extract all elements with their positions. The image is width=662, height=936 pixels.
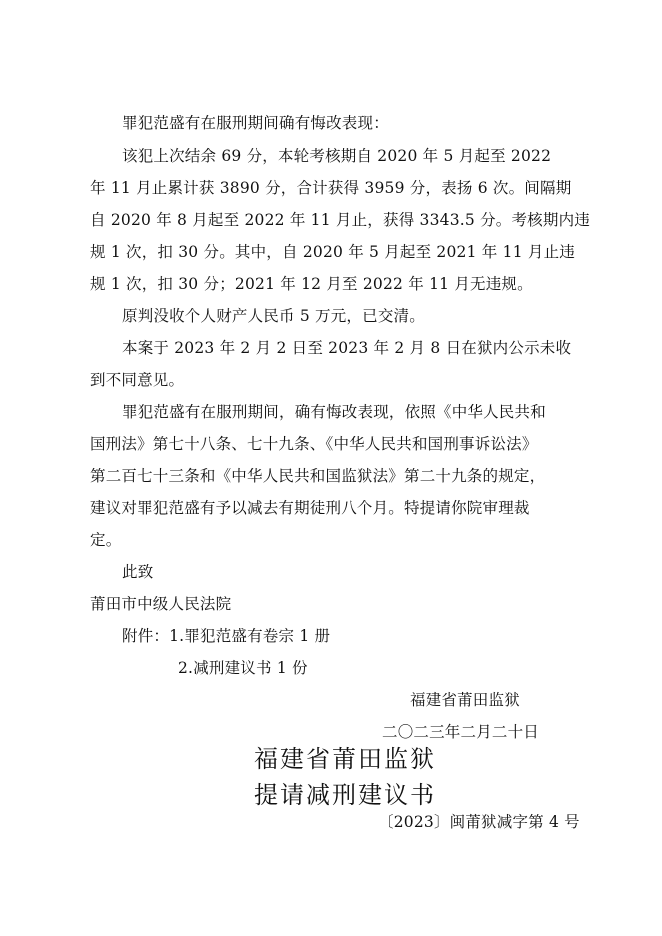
recipient: 莆田市中级人民法院 — [90, 595, 232, 613]
issue-date: 二〇二三年二月二十日 — [382, 723, 540, 741]
attachment-item: 附件：1.罪犯范盛有卷宗 1 册 — [122, 627, 331, 645]
next-doc-title-line1: 福建省莆田监狱 — [254, 745, 436, 773]
salutation: 此致 — [122, 563, 154, 581]
body-line: 第二百七十三条和《中华人民共和国监狱法》第二十九条的规定， — [90, 467, 546, 485]
body-line: 建议对罪犯范盛有予以减去有期徒刑八个月。特提请你院审理裁 — [90, 499, 530, 517]
body-line: 原判没收个人财产人民币 5 万元，已交清。 — [122, 307, 425, 325]
next-doc-title-line2: 提请减刑建议书 — [254, 781, 436, 809]
body-line: 规 1 次，扣 30 分。其中，自 2020 年 5 月起至 2021 年 11 月止违 — [90, 243, 575, 261]
body-line: 到不同意见。 — [90, 371, 185, 389]
attachment-item: 2.减刑建议书 1 份 — [178, 659, 308, 677]
issuer-name: 福建省莆田监狱 — [410, 691, 520, 709]
body-line: 规 1 次，扣 30 分；2021 年 12 月至 2022 年 11 月无违规。 — [90, 275, 533, 293]
body-line: 罪犯范盛有在服刑期间，确有悔改表现，依照《中华人民共和 — [122, 403, 546, 421]
body-line: 年 11 月止累计获 3890 分，合计获得 3959 分，表扬 6 次。间隔期 — [90, 179, 572, 197]
body-line: 国刑法》第七十八条、七十九条、《中华人民共和国刑事诉讼法》 — [90, 435, 538, 453]
body-line: 罪犯范盛有在服刑期间确有悔改表现： — [122, 114, 389, 132]
body-line: 该犯上次结余 69 分，本轮考核期自 2020 年 5 月起至 2022 — [122, 147, 552, 165]
body-line: 自 2020 年 8 月起至 2022 年 11 月止，获得 3343.5 分。考核期内违 — [90, 211, 590, 229]
body-line: 本案于 2023 年 2 月 2 日至 2023 年 2 月 8 日在狱内公示未收 — [122, 339, 572, 357]
document-number: 〔2023〕闽莆狱减字第 4 号 — [378, 813, 580, 831]
body-line: 定。 — [90, 531, 122, 549]
